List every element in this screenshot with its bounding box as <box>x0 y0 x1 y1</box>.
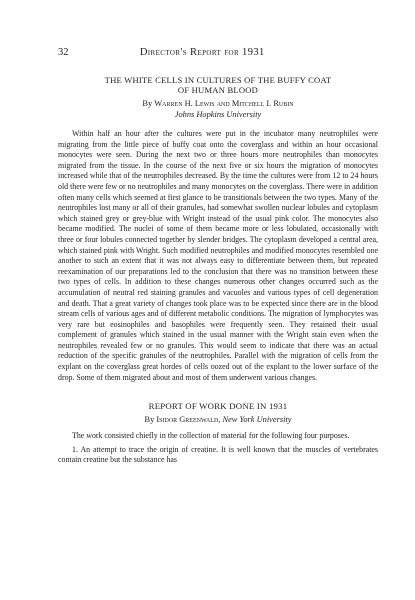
running-title: Director's Report for 1931 <box>139 47 265 58</box>
byline <box>58 98 378 109</box>
article-report-1931 <box>58 401 378 466</box>
article-title <box>58 75 378 95</box>
page-number: 32 <box>58 47 69 58</box>
document-page <box>58 47 378 466</box>
article-title-line: OF HUMAN BLOOD <box>177 85 259 95</box>
article-title: REPORT OF WORK DONE IN 1931 <box>148 401 288 412</box>
article-white-cells <box>58 75 378 383</box>
body-paragraph: The work consisted chiefly in the collection of material for the following four purposes. <box>72 431 350 441</box>
running-head <box>58 47 378 61</box>
byline-by: By <box>142 99 153 108</box>
author: Isidor Greenwald <box>156 415 219 425</box>
authors: Warren H. Lewis and Mitchell I. Rubin <box>154 99 294 108</box>
body-paragraph: Within half an hour after the cultures were put in the incubator many neutrophiles were migrating from the little piece of buffy coat onto the coverglass and within an hour occasional monocytes were seen. During the next two or three hours more neutrophiles than monocytes migrated from the tissue. In the course of the next five or six hours the migration of monocytes increased while that of the neutrophiles decreased. By the time the cultures were from 12 to 24 hours old there were few or no neutrophiles and many monocytes on the coverglass. There were in addition often many cells which seemed at first glance to be transitionals between the two types. Many of the neutrophiles lost many or all of their granules, had somewhat swollen nuclear lobules and cytoplasm which stained grey or grey-blue with Wright instead of the usual pink color. The monocytes also became modified. The nuclei of some of them became more or less lobulated, occasionally with three or four lobules connected together by slender bridges. The cytoplasm developed a central area, which stained pink with Wright. Such modified neutrophiles and modified monocytes resembled one another to such an extent that it was not always easy to differentiate between them, but repeated reexamination of our preparations led to the conclusion that there was no transition between these two types of cells. In addition to these changes numerous other changes occurred such as the accumulation of neutral red staining granules and vacuoles and various types of cell degeneration and death. That a great variety of changes took place was to be expected since there are in the blood stream cells of various ages and of different metabolic conditions. The migration of lymphocytes was very rare but eosinophiles and basophiles were frequently seen. They retained their usual complement of granules which stained in the usual manner with the Wright stain even when the neutrophiles revealed few or no granules. This would seem to indicate that there was an actual reduction of the specific granules of the neutrophiles. Parallel with the migration of cells from the explant on the coverglass great hordes of cells oozed out of the explant to the lower surface of the drop. Some of them migrated about and most of them underwent various changes. <box>58 129 378 382</box>
affiliation: New York University <box>222 415 292 425</box>
byline: By Isidor Greenwald, New York University <box>144 415 292 425</box>
byline-by: By <box>144 415 155 425</box>
article-title-line: THE WHITE CELLS IN CULTURES OF THE BUFFY COAT <box>104 75 332 85</box>
body-paragraph: 1. An attempt to trace the origin of creatine. It is well known that the muscles of vertebrates contain creatine but the substance has <box>58 444 378 465</box>
affiliation: Johns Hopkins University <box>174 110 262 119</box>
